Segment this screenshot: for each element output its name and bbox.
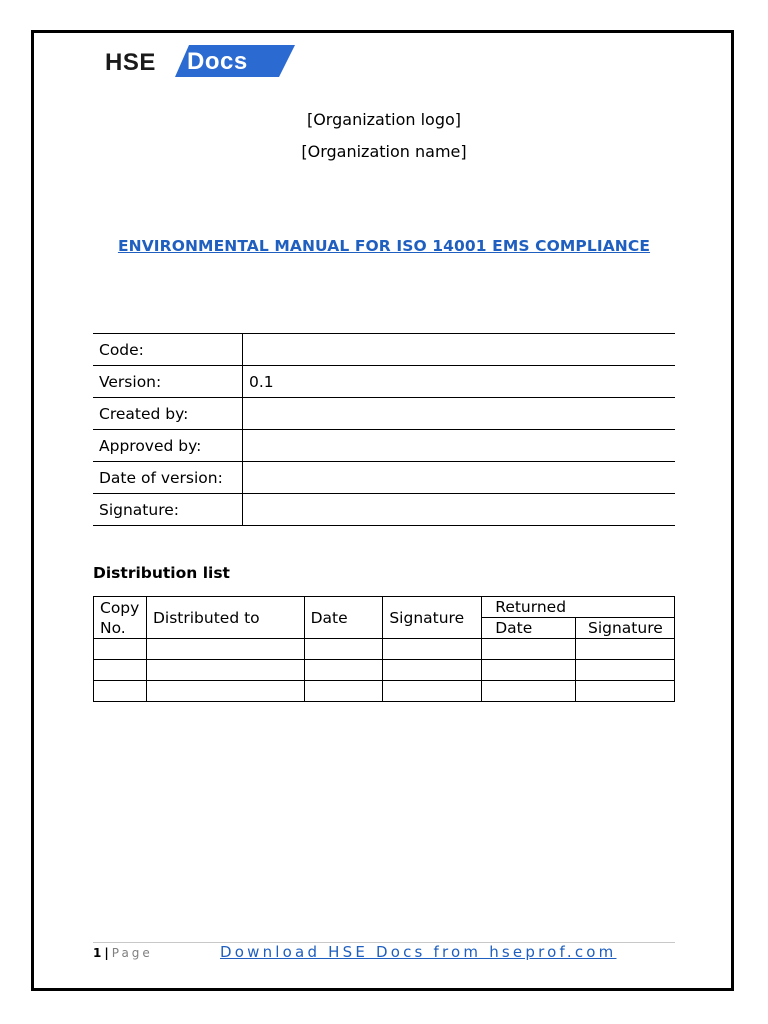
- document-title: ENVIRONMENTAL MANUAL FOR ISO 14001 EMS COMPLIANCE: [117, 237, 651, 255]
- page-label: Page: [111, 946, 153, 960]
- table-cell: [304, 639, 383, 660]
- table-cell: [482, 681, 576, 702]
- table-cell: [482, 639, 576, 660]
- header-date: Date: [304, 597, 383, 639]
- meta-value-version: 0.1: [243, 366, 676, 398]
- document-metadata-table: [93, 333, 675, 526]
- meta-key-created-by: Created by:: [93, 398, 243, 430]
- table-cell: [482, 660, 576, 681]
- meta-value-code: [243, 334, 676, 366]
- table-row: [93, 494, 675, 526]
- meta-value-created-by: [243, 398, 676, 430]
- organization-name-placeholder: [Organization name]: [301, 142, 467, 161]
- table-cell: [94, 639, 147, 660]
- header-signature: Signature: [383, 597, 482, 639]
- organization-logo-placeholder: [Organization logo]: [306, 110, 462, 129]
- table-cell: [146, 681, 304, 702]
- table-cell: [304, 660, 383, 681]
- table-cell: [575, 660, 674, 681]
- page-number-value: 1: [93, 946, 102, 960]
- header-returned-signature: Signature: [575, 618, 674, 639]
- table-row: [93, 398, 675, 430]
- table-row: [94, 681, 675, 702]
- meta-value-date-of-version: [243, 462, 676, 494]
- logo-text-hse: HSE: [105, 49, 156, 76]
- table-row: [93, 430, 675, 462]
- table-cell: [146, 660, 304, 681]
- table-cell: [383, 639, 482, 660]
- meta-key-version: Version:: [93, 366, 243, 398]
- table-cell: [575, 681, 674, 702]
- table-cell: [304, 681, 383, 702]
- table-cell: [383, 681, 482, 702]
- table-row: [93, 334, 675, 366]
- page-number-separator: |: [104, 946, 109, 960]
- meta-key-signature: Signature:: [93, 494, 243, 526]
- table-cell: [94, 681, 147, 702]
- meta-key-approved-by: Approved by:: [93, 430, 243, 462]
- meta-value-approved-by: [243, 430, 676, 462]
- meta-value-signature: [243, 494, 676, 526]
- table-cell: [383, 660, 482, 681]
- table-row: [94, 639, 675, 660]
- header-distributed-to: Distributed to: [146, 597, 304, 639]
- page-number: [93, 946, 153, 960]
- distribution-list-heading: Distribution list: [93, 564, 230, 582]
- header-copy-no: Copy No.: [94, 597, 147, 639]
- logo-text-docs: Docs: [187, 48, 248, 75]
- table-row: [93, 366, 675, 398]
- download-link[interactable]: Download HSE Docs from hseprof.com: [220, 943, 617, 961]
- table-cell: [146, 639, 304, 660]
- distribution-list-table: [93, 596, 675, 702]
- meta-key-date-of-version: Date of version:: [93, 462, 243, 494]
- table-row: [93, 462, 675, 494]
- table-row: [94, 660, 675, 681]
- hse-docs-logo: [105, 45, 305, 79]
- meta-key-code: Code:: [93, 334, 243, 366]
- table-cell: [575, 639, 674, 660]
- table-header-row: [94, 597, 675, 618]
- header-returned-date: Date: [482, 618, 576, 639]
- table-cell: [94, 660, 147, 681]
- header-returned: Returned: [482, 597, 675, 618]
